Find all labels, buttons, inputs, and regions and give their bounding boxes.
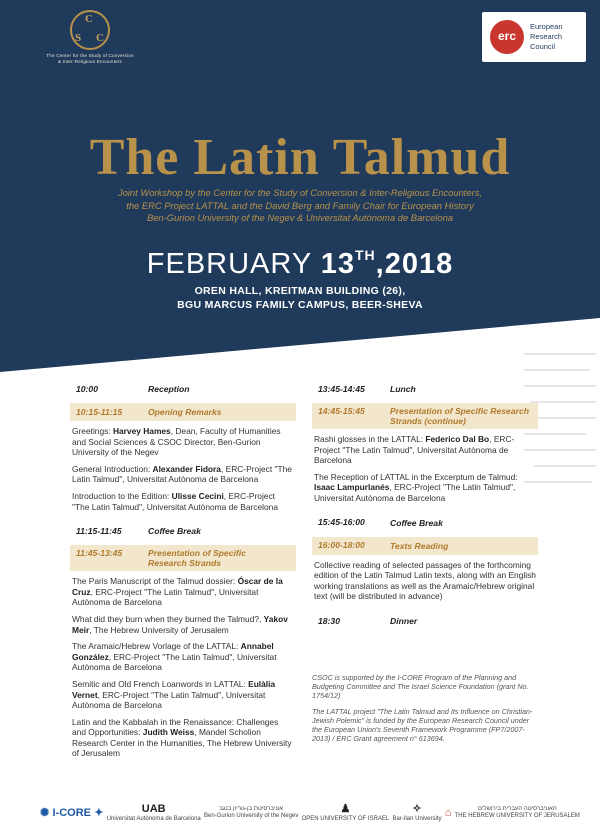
slot-activity-line: Research Strands [148, 558, 222, 569]
venue-line: OREN HALL, KREITMAN BUILDING (26), [194, 285, 406, 297]
slot-activity: Texts Reading [390, 540, 449, 551]
sponsor-logo [445, 807, 452, 820]
entry-speaker: Federico Dal Bo [425, 434, 490, 444]
program-left-column [70, 380, 296, 765]
entry-affiliation: , ERC-Project "The Latin Talmud", Universitat Autònoma de Barcelona [72, 586, 259, 608]
venue-line: BGU MARCUS FAMILY CAMPUS, BEER-SHEVA [177, 299, 423, 311]
schedule-slot-highlighted [70, 545, 296, 571]
slot-time: 10:00 [76, 383, 98, 394]
entry-topic: Latin and the Kabbalah in the Renaissance: Challenges and Opportunities: [72, 716, 279, 738]
entry-topic: The Paris Manuscript of the Talmud dossier: [72, 576, 238, 587]
sponsor-logo [455, 806, 580, 820]
funding-note: CSOC is supported by the I-CORE Program of the Planning and Budgeting Committee and The Israel Science Foundation (grant No. 1754/12) [312, 673, 529, 701]
entry-speaker: Eulàlia Vernet [72, 678, 276, 700]
sponsor-name: אוניברסיטת בן-גוריון בנגב [219, 806, 284, 812]
sponsor-subname: Ben-Gurion University of the Negev [204, 813, 299, 819]
university-emblem-icon: ✧ [412, 803, 422, 815]
csoc-letter: S [75, 32, 82, 44]
slot-activity: Coffee Break [148, 526, 201, 537]
entry-affiliation: , ERC-Project "The Latin Talmud", Universitat Autònoma de Barcelona [314, 482, 516, 503]
erc-word: Council [530, 42, 556, 51]
globe-icon: ✺ [40, 806, 50, 819]
sponsor-name: OPEN UNIVERSITY OF ISRAEL [301, 816, 390, 822]
date-day: 13 [320, 248, 355, 280]
entry-speaker: Alexander Fidora [152, 463, 221, 474]
slot-activity [148, 548, 246, 568]
sponsor-logo [204, 806, 298, 820]
workshop-subtitle [70, 187, 530, 225]
arch-icon: ⌂ [444, 806, 452, 819]
program-entry [70, 614, 296, 635]
entry-affiliation: , Dean, Faculty of Humanities and Social Sciences & CSOC Director, Ben-Gurion University of the Negev [72, 426, 281, 458]
erc-mark-icon [490, 20, 524, 54]
erc-wordmark [530, 22, 563, 52]
entry-speaker: Judith Weiss [142, 727, 195, 738]
entry-speaker: Ulisse Cecini [171, 490, 224, 501]
program-right-column [312, 380, 538, 635]
slot-activity: Opening Remarks [148, 407, 222, 417]
entry-affiliation: , ERC-Project "The Latin Talmud", Universitat Autònoma de Barcelona [314, 434, 515, 466]
program-entry [312, 434, 538, 466]
entry-affiliation: , ERC-Project "The Latin Talmud", Universitat Autònoma de Barcelona [72, 490, 278, 512]
sponsor-name: I-CORE [52, 806, 91, 819]
event-date [0, 247, 600, 281]
entry-affiliation: , The Hebrew University of Jerusalem [89, 624, 229, 635]
entry-topic: The Aramaic/Hebrew Vorlage of the LATTAL: [72, 641, 241, 652]
program-entry [70, 717, 296, 759]
slot-activity: Reception [148, 384, 190, 394]
program-entry [70, 641, 296, 673]
erc-logo [482, 12, 586, 62]
erc-word: Research [530, 32, 563, 41]
sponsor-logo [94, 807, 103, 820]
sponsor-name: Bar-Ilan University [392, 816, 442, 822]
header-diagonal-edge [0, 300, 600, 380]
entry-speaker: Óscar de la Cruz [72, 576, 283, 597]
sponsor-logo [302, 803, 390, 823]
entry-speaker: Harvey Hames [112, 426, 171, 436]
slot-activity-line: Presentation of Specific Research [390, 406, 529, 416]
people-icon: ♟ [340, 803, 351, 815]
entry-topic: Introduction to the Edition: [72, 490, 172, 501]
program-entry [70, 576, 296, 608]
program-entry [70, 464, 296, 485]
schedule-slot [312, 612, 538, 630]
schedule-slot-highlighted [312, 537, 538, 555]
program-entry [70, 679, 296, 711]
star-icon: ✦ [94, 806, 104, 819]
slot-time: 11:45-13:45 [76, 548, 123, 559]
sponsor-logos [40, 796, 580, 830]
csoc-logo [30, 10, 150, 65]
slot-activity [390, 406, 529, 426]
sponsor-name: האוניברסיטה העברית בירושלים [477, 806, 557, 812]
entry-speaker: Yakov Meir [72, 613, 288, 635]
entry-speaker: Isaac Lampurlanés [314, 482, 390, 493]
slot-activity-line: Strands (continue) [390, 416, 466, 426]
date-year: ,2018 [375, 248, 454, 280]
slot-time: 11:15-11:45 [76, 525, 122, 536]
schedule-slot [70, 380, 296, 398]
entry-topic: Semitic and Old French Loanwords in LATTAL: [72, 678, 249, 689]
slot-activity: Coffee Break [390, 517, 443, 528]
schedule-slot-highlighted [312, 403, 538, 429]
slot-time: 18:30 [318, 615, 340, 626]
slot-activity-line: Presentation of Specific [148, 548, 246, 559]
schedule-slot [70, 522, 296, 540]
funding-notes [312, 673, 534, 749]
sponsor-logo [392, 803, 441, 823]
slot-activity: Lunch [390, 384, 416, 394]
sponsor-logo [52, 807, 91, 820]
entry-topic: What did they burn when they burned the Talmud?, [72, 613, 264, 624]
erc-mark-text: erc [497, 29, 517, 43]
csoc-caption-line: & Inter-Religious Encounters [57, 59, 123, 64]
event-venue [0, 284, 600, 312]
date-month: FEBRUARY [146, 248, 321, 280]
schedule-slot [312, 514, 538, 532]
subtitle-line: Ben-Gurion University of the Negev & Universitat Autònoma de Barcelona [146, 212, 454, 223]
schedule-slot [312, 380, 538, 398]
csoc-letter: C [85, 13, 93, 25]
entry-topic: Rashi glosses in the LATTAL: [314, 434, 426, 444]
entry-affiliation: , ERC-Project "The Latin Talmud", Universitat Autònoma de Barcelona [72, 651, 277, 673]
entry-topic: The Reception of LATTAL in the Excerptum de Talmud: [314, 471, 518, 482]
funding-note: The LATTAL project "The Latin Talmud and Its Influence on Christian-Jewish Polemic" is funded by the European Research Council under the European Union's Seventh Framework Programme (FP7/2007-2013) / ERC Grant agreement n° 613694. [312, 706, 533, 744]
subtitle-line: Joint Workshop by the Center for the Study of Conversion & Inter-Religious Encounters, [117, 187, 483, 198]
entry-speaker: Annabel González [72, 641, 274, 662]
slot-time: 10:15-11:15 [76, 406, 123, 417]
csoc-caption-line: The Center for the Study of Conversion [46, 53, 134, 58]
entry-affiliation: , Mandel Scholion Research Center in the Humanities, The Hebrew University of Jerusalem [72, 727, 292, 759]
csoc-caption [30, 53, 150, 65]
slot-time: 15:45-16:00 [318, 517, 365, 528]
program-entry [70, 426, 296, 458]
erc-word: European [530, 22, 563, 31]
sponsor-subname: THE HEBREW UNIVERSITY OF JERUSALEM [454, 813, 580, 819]
csoc-letter: C [96, 32, 104, 44]
sponsor-name: UAB [141, 803, 166, 815]
program-entry [312, 472, 538, 504]
sponsor-logo [40, 807, 49, 820]
entry-topic: Greetings: [72, 426, 113, 436]
schedule-slot-highlighted [70, 403, 296, 421]
csoc-emblem-icon [70, 10, 110, 50]
sponsor-logo [107, 803, 201, 823]
entry-topic: General Introduction: [72, 463, 153, 474]
slot-time: 14:45-15:45 [318, 406, 365, 416]
program-entry [70, 491, 296, 512]
slot-time: 16:00-18:00 [318, 540, 365, 551]
entry-affiliation: , ERC-Project "The Latin Talmud", Universitat Autònoma de Barcelona [72, 689, 266, 711]
slot-time: 13:45-14:45 [318, 383, 365, 394]
sponsor-subname: Universitat Autònoma de Barcelona [106, 816, 201, 822]
program-entry: Collective reading of selected passages of the forthcoming edition of the Latin Talmud Latin texts, along with an English working translations as well as the Aramaic/Hebrew original text (will be distributed in advance) [314, 559, 536, 602]
slot-activity: Dinner [390, 615, 418, 626]
entry-affiliation: , ERC-Project "The Latin Talmud", Universitat Autònoma de Barcelona [72, 463, 292, 485]
page-title: The Latin Talmud [89, 129, 511, 186]
subtitle-line: the ERC Project LATTAL and the David Berg and Family Chair for European History [126, 199, 474, 211]
date-suffix: TH [354, 247, 376, 263]
